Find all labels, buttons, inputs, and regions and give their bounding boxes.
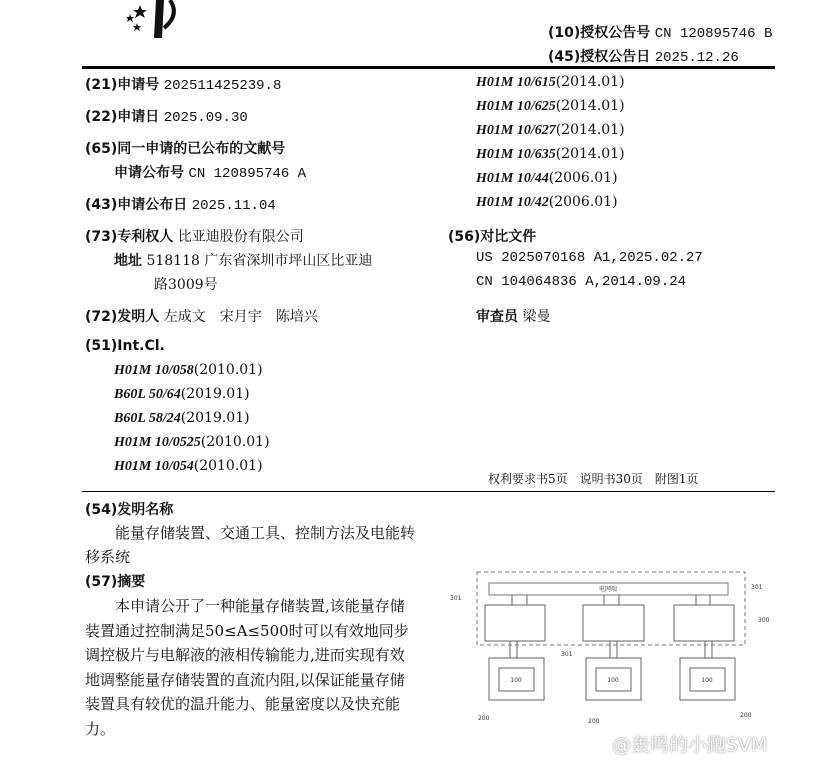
ref-200: 200 (588, 718, 600, 725)
ipc-item (476, 194, 618, 211)
ref-100: 100 (607, 677, 619, 684)
pub-date-label: (43)申请公布日 (85, 197, 188, 213)
examiner: 梁曼 (522, 309, 551, 325)
inventor: 宋月宇 (219, 309, 262, 325)
ipc-code: B60L 50/64 (114, 387, 181, 402)
value: 2025.12.26 (654, 50, 739, 66)
section-rule (82, 491, 775, 492)
address-label: 地址 (114, 253, 142, 269)
inventor: 陈培兴 (275, 309, 318, 325)
cited-doc: US 2025070168 A1,2025.02.27 (476, 250, 703, 266)
value: CN 120895746 B (654, 26, 773, 42)
grant-number (548, 22, 772, 42)
ipc-code: H01M 10/44 (476, 171, 549, 186)
invention-title: 能量存储装置、交通工具、控制方法及电能转移系统 (85, 524, 416, 566)
ipc-code: H01M 10/0525 (114, 435, 201, 450)
ipc-item (114, 362, 263, 379)
converter-box (583, 605, 644, 641)
prior-pub-label: (65)同一申请的已公布的文献号 (85, 141, 286, 157)
ipc-item (114, 410, 250, 427)
cited-doc: CN 104064836 A,2014.09.24 (476, 274, 687, 290)
ipc-item (114, 386, 250, 403)
ipc-version: (2014.01) (555, 98, 625, 114)
patentee: 比亚迪股份有限公司 (177, 229, 304, 245)
inventor: 左成文 (163, 309, 206, 325)
label: (45)授权公告日 (548, 49, 651, 65)
app-date-label: (22)申请日 (85, 109, 160, 125)
watermark: @轰鸣的小跑SVM (612, 734, 768, 756)
ipc-version: (2010.01) (193, 458, 263, 474)
ipc-version: (2014.01) (555, 74, 625, 90)
ipc-item (476, 74, 625, 91)
intcl-label: (51)Int.Cl. (85, 338, 165, 354)
ipc-item (476, 170, 618, 187)
ipc-version: (2010.01) (200, 434, 270, 450)
ipc-code: H01M 10/615 (476, 75, 556, 90)
ref-100: 100 (701, 677, 713, 684)
ipc-code: H01M 10/42 (476, 195, 549, 210)
ref-200: 200 (740, 712, 752, 719)
pub-date: 2025.11.04 (191, 198, 276, 214)
ref-301: 301 (450, 595, 462, 602)
app-date: 2025.09.30 (163, 110, 248, 126)
ipc-code: H01M 10/054 (114, 459, 194, 474)
ipc-item (114, 458, 263, 475)
ref-100: 100 (510, 677, 522, 684)
ipc-version: (2019.01) (180, 386, 250, 402)
pub-no-label: 申请公布号 (114, 165, 184, 181)
abstract-figure (440, 560, 816, 730)
ipc-version: (2006.01) (548, 194, 618, 210)
grid-label: 电网端 (598, 586, 618, 593)
abstract-label: (57)摘要 (85, 574, 146, 590)
cited-label: (56)对比文件 (448, 229, 537, 245)
ipc-item (476, 122, 625, 139)
ipc-code: H01M 10/625 (476, 99, 556, 114)
address-line1: 518118 广东省深圳市坪山区比亚迪 (146, 253, 373, 269)
app-no: 202511425239.8 (163, 78, 282, 94)
ipc-version: (2010.01) (193, 362, 263, 378)
ipc-item (114, 434, 270, 451)
abstract-text: 本申请公开了一种能量存储装置,该能量存储装置通过控制满足50≤A≤500时可以有效地同步调控极片与电解液的液相传输能力,进而实现有效地调整能量存储装置的直流内阻,以保证能量存储装置具有较优的温升能力、能量密度以及快充能力。 (85, 597, 409, 738)
ref-200: 200 (478, 715, 490, 722)
header-rule (82, 66, 775, 69)
pub-no: CN 120895746 A (188, 166, 307, 182)
ipc-version: (2014.01) (555, 122, 625, 138)
ipc-code: B60L 58/24 (114, 411, 181, 426)
converter-box (485, 605, 545, 641)
patentee-label: (73)专利权人 (85, 229, 174, 245)
ipc-item (476, 98, 625, 115)
ipc-code: H01M 10/058 (114, 363, 194, 378)
ref-301: 301 (751, 584, 763, 591)
ipc-item (476, 146, 625, 163)
examiner-label: 审查员 (476, 309, 518, 325)
app-no-label: (21)申请号 (85, 77, 160, 93)
ipc-version: (2019.01) (180, 410, 250, 426)
cnipa-logo-icon (120, 0, 200, 40)
ref-301: 301 (561, 651, 573, 658)
ipc-version: (2006.01) (548, 170, 618, 186)
inventors-label: (72)发明人 (85, 309, 160, 325)
title-label: (54)发明名称 (85, 502, 174, 518)
grant-date (548, 46, 739, 66)
ref-300: 300 (758, 617, 770, 624)
ipc-version: (2014.01) (555, 146, 625, 162)
address-line2: 路3009号 (154, 277, 218, 293)
ipc-code: H01M 10/635 (476, 147, 556, 162)
label: (10)授权公告号 (548, 25, 651, 41)
page-counts: 权利要求书5页 说明书30页 附图1页 (488, 472, 699, 486)
converter-box (674, 605, 734, 641)
ipc-code: H01M 10/627 (476, 123, 556, 138)
